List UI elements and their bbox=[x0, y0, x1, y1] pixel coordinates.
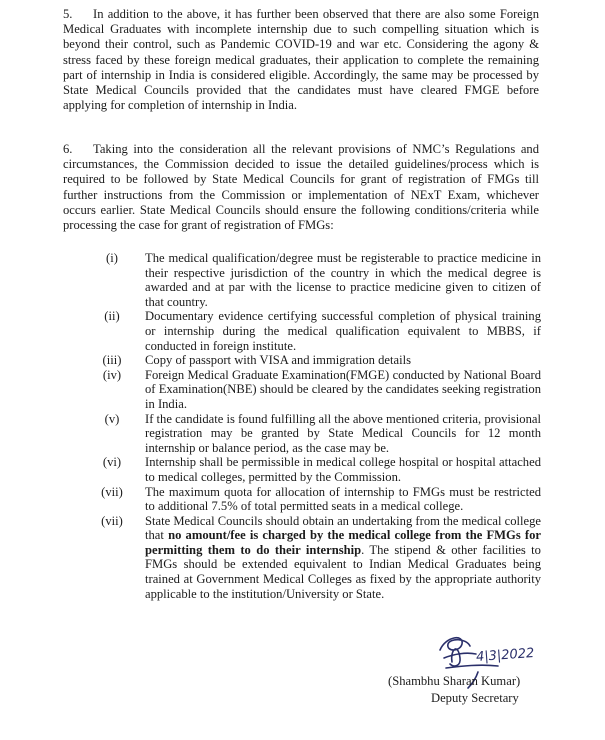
paragraph-5-number: 5. bbox=[63, 7, 73, 21]
criteria-text-bold: no amount/fee is charged by the medical college from the FMGs for permitting them to do their internship bbox=[145, 528, 541, 557]
criteria-text: Internship shall be permissible in medical college hospital or hospital attached to medical colleges, permitted by the Commission. bbox=[145, 455, 541, 484]
criteria-item bbox=[94, 309, 541, 353]
criteria-item bbox=[94, 455, 541, 484]
signatory-name: (Shambhu Sharan Kumar) bbox=[388, 674, 521, 688]
criteria-item bbox=[94, 368, 541, 412]
criteria-item bbox=[94, 514, 541, 602]
paragraph-6-text: Taking into the consideration all the relevant provisions of NMC’s Regulations and circumstances, the Commission decided to issue the detailed guidelines/process which is required to be followed by State Medical Councils for grant of registration of FMGs till further instructions from the Commission or implementation of NExT Exam, whichever occurs earlier. State Medical Councils should ensure the following conditions/criteria while processing the case for grant of registration of FMGs: bbox=[63, 142, 539, 233]
criteria-text: Copy of passport with VISA and immigration details bbox=[145, 353, 411, 368]
handwritten-date: 4|3|2022 bbox=[475, 645, 535, 666]
criteria-numeral: (ii) bbox=[104, 309, 120, 324]
criteria-text: Documentary evidence certifying successful completion of physical training or internship during the medical qualification equivalent to MBBS, if conducted in foreign institute. bbox=[145, 309, 541, 353]
criteria-numeral: (iv) bbox=[102, 367, 122, 382]
criteria-text-after: . The stipend & other facilities to FMGs should be extended equivalent to Indian Medical Graduates being trained at Government Medical Colleges as fixed by the appropriate authority applicable to the institution/University or State. bbox=[145, 542, 541, 601]
criteria-item bbox=[94, 353, 541, 368]
signature-block bbox=[380, 628, 600, 738]
criteria-numeral: (vii) bbox=[101, 513, 123, 528]
criteria-numeral: (vi) bbox=[102, 455, 122, 470]
paragraph-6 bbox=[63, 142, 539, 233]
criteria-text: The maximum quota for allocation of internship to FMGs must be restricted to additional 7.5% of total permitted seats in a medical college. bbox=[145, 484, 541, 514]
criteria-item bbox=[94, 412, 541, 456]
criteria-text: The medical qualification/degree must be registerable to practice medicine in their respective jurisdiction of the country in which the medical degree is awarded and at par with the license to practice medicine given to citizen of that country. bbox=[145, 251, 541, 309]
criteria-item bbox=[94, 485, 541, 514]
paragraph-6-number: 6. bbox=[63, 142, 73, 156]
paragraph-5 bbox=[63, 7, 539, 113]
criteria-numeral: (iii) bbox=[102, 353, 122, 368]
criteria-item bbox=[94, 251, 541, 309]
signatory-designation: Deputy Secretary bbox=[431, 691, 519, 705]
paragraph-5-text: In addition to the above, it has further been observed that there are also some Foreign Medical Graduates with incomplete internship due to such compelling situation which is beyond their control, such as Pandemic COVID-19 and war etc. Considering the agony & stress faced by these foreign medical graduates, their application to complete the remaining part of internship in India is considered eligible. Accordingly, the same may be processed by State Medical Councils provided that the candidates must have cleared FMGE before applying for completion of internship in India. bbox=[63, 7, 539, 113]
criteria-text: If the candidate is found fulfilling all the above mentioned criteria, provisional registration may be granted by State Medical Councils for 12 month internship or balance period, as the case may be. bbox=[145, 411, 541, 455]
criteria-list bbox=[94, 251, 541, 601]
criteria-text: Foreign Medical Graduate Examination(FMGE) conducted by National Board of Examination(NBE) should be cleared by the candidates seeking registration in India. bbox=[145, 367, 541, 411]
criteria-numeral: (vii) bbox=[101, 484, 123, 499]
criteria-text-before: State Medical Councils should obtain an undertaking from the medical college that bbox=[145, 513, 541, 543]
criteria-numeral: (i) bbox=[106, 251, 118, 265]
criteria-numeral: (v) bbox=[104, 411, 120, 426]
